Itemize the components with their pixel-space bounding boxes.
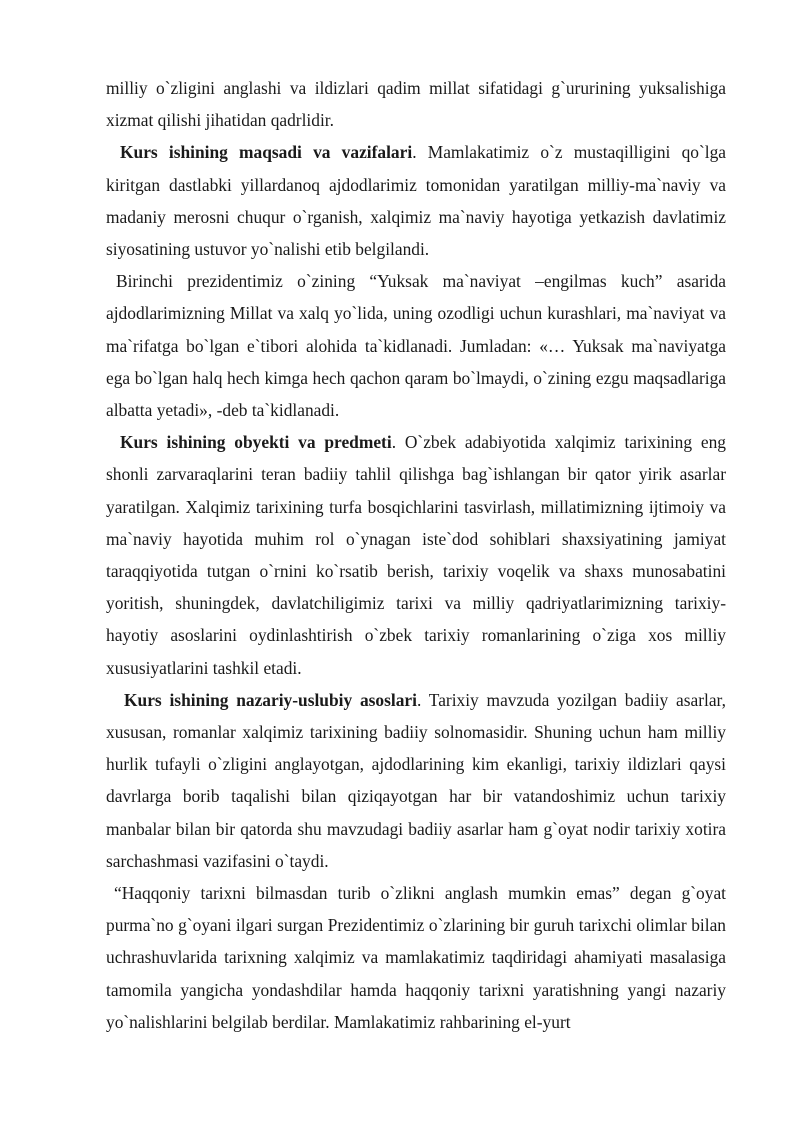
paragraph-object-subject [106, 426, 726, 684]
document-page [106, 72, 726, 1038]
heading-theoretical-basis: Kurs ishining nazariy-uslubiy asoslari [124, 689, 417, 710]
paragraph-intro-continuation: milliy o`zligini anglashi va ildizlari qadim millat sifatidagi g`ururining yuksalishiga xizmat qilishi jihatidan qadrlidir. [106, 78, 726, 131]
paragraph-theoretical-basis [106, 684, 726, 877]
paragraph-president-quote: Birinchi prezidentimiz o`zining “Yuksak ma`naviyat –engilmas kuch” asarida ajdodlarimizning Millat va xalq yo`lida, uning ozodligi uchun kurashlari, ma`naviyat va ma`rifatga bo`lgan e`tibori alohida ta`kidlanadi. Jumladan: «… Yuksak ma`naviyatga ega bo`lgan halq hech kimga hech qachon qaram bo`lmaydi, o`zining ezgu maqsadlariga albatta yetadi», -deb ta`kidlanadi. [106, 271, 726, 421]
paragraph-object-subject-text: . O`zbek adabiyotida xalqimiz tarixining eng shonli zarvaraqlarini teran badiiy tahlil qilishga bag`ishlangan bir qator yirik asarlar yaratilgan. Xalqimiz tarixining turfa bosqichlarini tasvirlash, millatimizning ijtimoiy va ma`naviy hayotida muhim rol o`ynagan iste`dod sohiblari shaxsiyatining jamiyat taraqqiyotida tutgan o`rnini ko`rsatib berish, tarixiy voqelik va shaxs munosabatini yoritish, shuningdek, davlatchiligimiz tarixi va milliy qadriyatlarimizning tarixiy- hayotiy asoslarini oydinlashtirish o`zbek tarixiy romanlarining o`ziga xos milliy xususiyatlarini tashkil etadi. [106, 432, 726, 678]
heading-object-subject: Kurs ishining obyekti va predmeti [120, 432, 392, 453]
paragraph-theoretical-basis-text: . Tarixiy mavzuda yozilgan badiiy asarlar, xususan, romanlar xalqimiz tarixining badiiy solnomasidir. Shuning uchun ham milliy hurlik tufayli o`zligini anglayotgan, ajdodlarining kim ekanligi, tarixiy ildizlari qaysi davrlarga borib taqalishi bilan qiziqayotgan har bir vatandoshimiz uchun tarixiy manbalar bilan bir qatorda shu mavzudagi badiiy asarlar ham g`oyat nodir tarixiy xotira sarchashmasi vazifasini o`taydi. [106, 689, 726, 871]
paragraph-goals-text: . Mamlakatimiz o`z mustaqilligini qo`lga kiritgan dastlabki yillardanoq ajdodlarimiz tomonidan yaratilgan milliy-ma`naviy va madaniy merosni chuqur o`rganish, xalqimiz ma`naviy hayotiga yetkazish davlatimiz siyosatining ustuvor yo`nalishi etib belgilandi. [106, 142, 727, 260]
heading-goals: Kurs ishining maqsadi va vazifalari [120, 142, 413, 163]
paragraph-history-importance: “Haqqoniy tarixni bilmasdan turib o`zlikni anglash mumkin emas” degan g`oyat purma`no g`oyani ilgari surgan Prezidentimiz o`zlarining bir guruh tarixchi olimlar bilan uchrashuvlarida tarixning xalqimiz va mamlakatimiz taqdiridagi ahamiyati masalasiga tamomila yangicha yondashdilar hamda haqqoniy tarixni yaratishning yangi nazariy yo`nalishlarini belgilab berdilar. Mamlakatimiz rahbarining el-yurt [106, 883, 726, 1032]
paragraph-goals [106, 136, 726, 265]
